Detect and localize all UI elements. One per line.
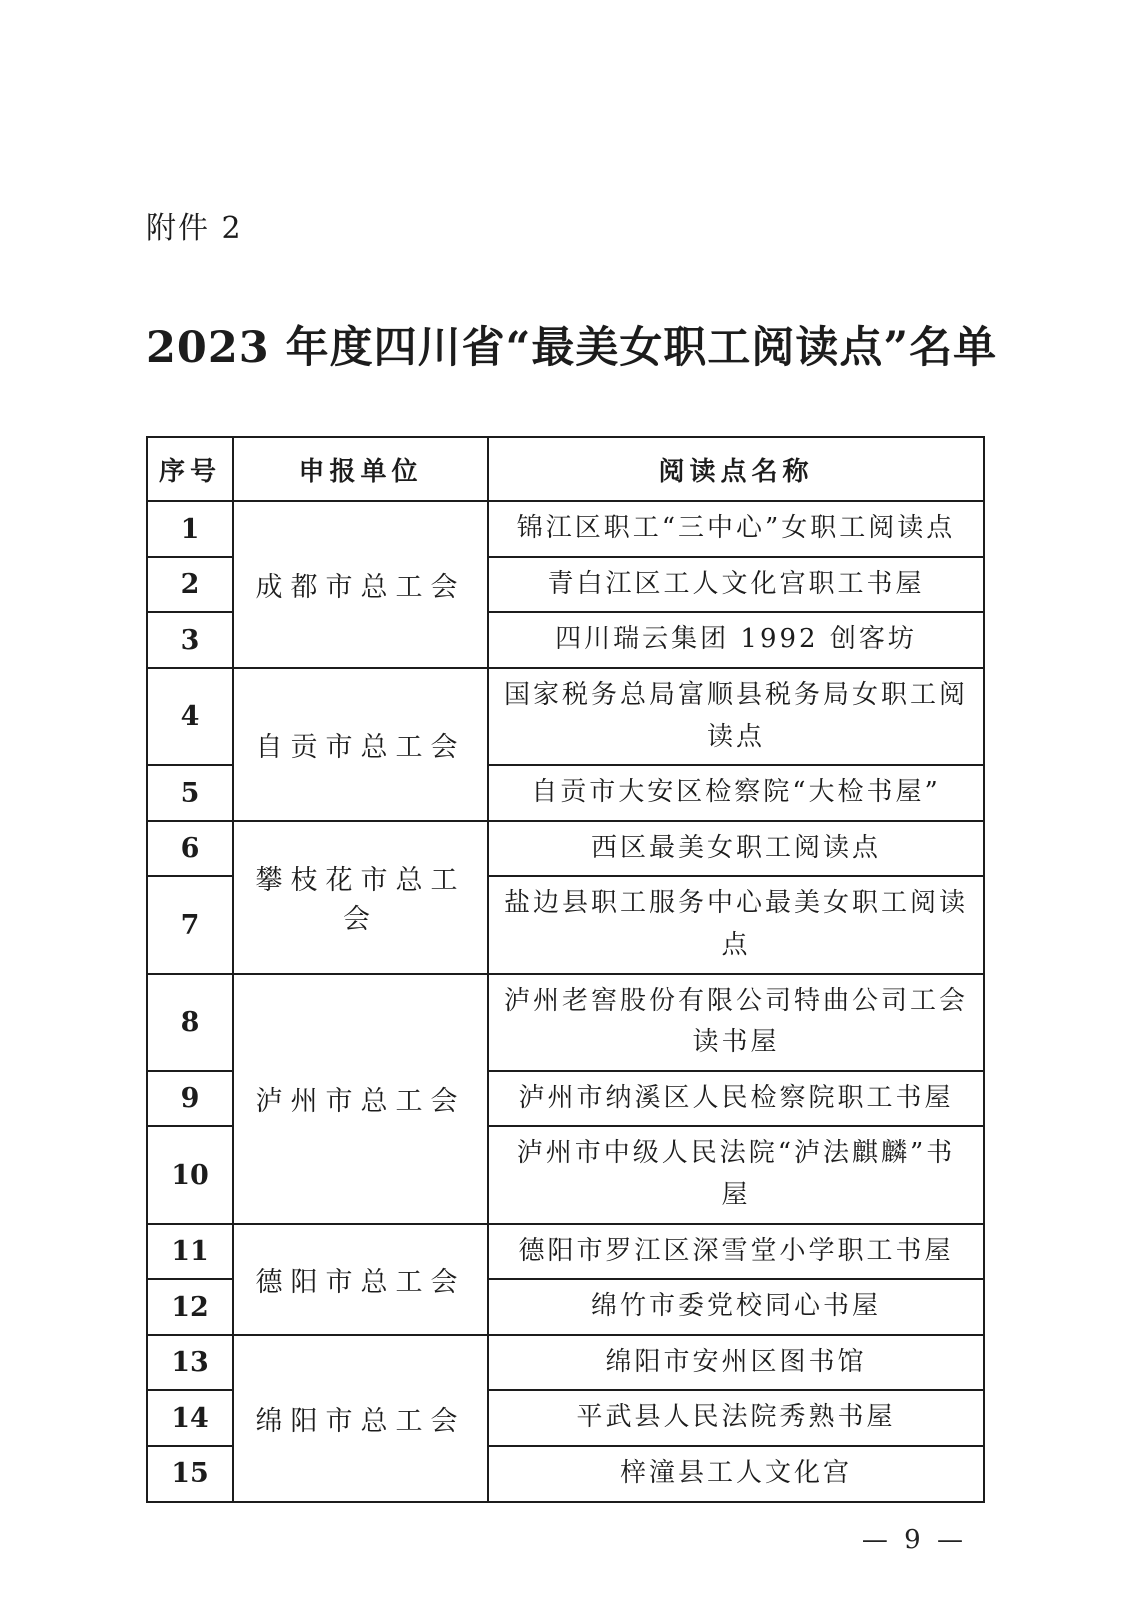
- reading-point-name-cell: 德阳市罗江区深雪堂小学职工书屋: [488, 1224, 984, 1280]
- row-index-cell: 10: [147, 1126, 233, 1223]
- table-row: [147, 501, 984, 557]
- row-index-cell: 1: [147, 501, 233, 557]
- reading-point-name-cell: 绵阳市安州区图书馆: [488, 1335, 984, 1391]
- reading-point-name-cell: 平武县人民法院秀熟书屋: [488, 1390, 984, 1446]
- reading-point-name-cell: 泸州市纳溪区人民检察院职工书屋: [488, 1071, 984, 1127]
- table-header-row: [147, 437, 984, 501]
- reading-point-name-cell: 自贡市大安区检察院“大检书屋”: [488, 765, 984, 821]
- row-index-cell: 14: [147, 1390, 233, 1446]
- reading-point-name-cell: 梓潼县工人文化宫: [488, 1446, 984, 1502]
- row-index-cell: 13: [147, 1335, 233, 1391]
- column-header-index: 序号: [147, 437, 233, 501]
- row-index-cell: 9: [147, 1071, 233, 1127]
- applicant-unit-cell: 德阳市总工会: [233, 1224, 488, 1335]
- table-row: [147, 668, 984, 765]
- row-index-cell: 7: [147, 876, 233, 973]
- reading-point-name-cell: 青白江区工人文化宫职工书屋: [488, 557, 984, 613]
- reading-points-table: [146, 436, 985, 1502]
- table-row: [147, 821, 984, 877]
- page-number: — 9 —: [861, 1524, 967, 1555]
- applicant-unit-cell: 泸州市总工会: [233, 974, 488, 1224]
- row-index-cell: 8: [147, 974, 233, 1071]
- applicant-unit-cell: 绵阳市总工会: [233, 1335, 488, 1502]
- row-index-cell: 15: [147, 1446, 233, 1502]
- row-index-cell: 12: [147, 1279, 233, 1335]
- applicant-unit-cell: 攀枝花市总工会: [233, 821, 488, 974]
- row-index-cell: 6: [147, 821, 233, 877]
- row-index-cell: 11: [147, 1224, 233, 1280]
- reading-point-name-cell: 盐边县职工服务中心最美女职工阅读点: [488, 876, 984, 973]
- reading-point-name-cell: 泸州老窖股份有限公司特曲公司工会读书屋: [488, 974, 984, 1071]
- table-body: [147, 501, 984, 1501]
- reading-point-name-cell: 西区最美女职工阅读点: [488, 821, 984, 877]
- row-index-cell: 4: [147, 668, 233, 765]
- row-index-cell: 3: [147, 612, 233, 668]
- row-index-cell: 5: [147, 765, 233, 821]
- column-header-reading-point-name: 阅读点名称: [488, 437, 984, 501]
- reading-point-name-cell: 锦江区职工“三中心”女职工阅读点: [488, 501, 984, 557]
- table-row: [147, 1335, 984, 1391]
- reading-point-name-cell: 泸州市中级人民法院“泸法麒麟”书屋: [488, 1126, 984, 1223]
- reading-point-name-cell: 国家税务总局富顺县税务局女职工阅读点: [488, 668, 984, 765]
- row-index-cell: 2: [147, 557, 233, 613]
- reading-point-name-cell: 四川瑞云集团 1992 创客坊: [488, 612, 984, 668]
- reading-point-name-cell: 绵竹市委党校同心书屋: [488, 1279, 984, 1335]
- table-row: [147, 1224, 984, 1280]
- column-header-applicant-unit: 申报单位: [233, 437, 488, 501]
- table-row: [147, 974, 984, 1071]
- applicant-unit-cell: 自贡市总工会: [233, 668, 488, 821]
- page-title: 2023 年度四川省“最美女职工阅读点”名单: [146, 323, 998, 373]
- applicant-unit-cell: 成都市总工会: [233, 501, 488, 668]
- attachment-label: 附件 2: [146, 211, 243, 246]
